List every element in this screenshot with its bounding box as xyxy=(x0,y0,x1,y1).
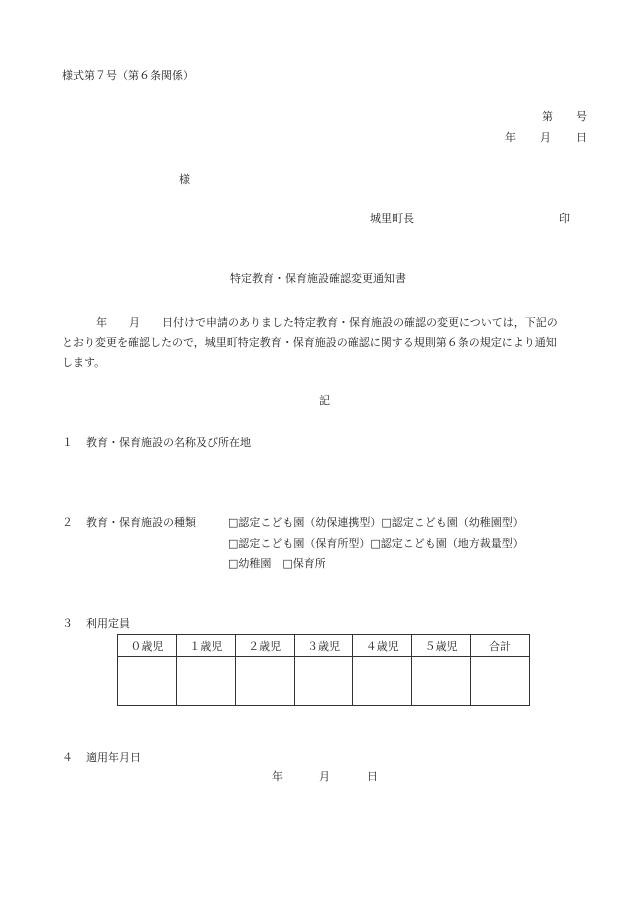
capacity-value-cell xyxy=(235,657,294,706)
section-3-number: ３ xyxy=(62,617,73,630)
issue-date-year: 年 xyxy=(505,131,516,144)
document-number-dai: 第 xyxy=(542,110,553,123)
capacity-value-cell xyxy=(353,657,412,706)
section-3-label: 利用定員 xyxy=(86,617,130,630)
capacity-value-cell xyxy=(471,657,530,706)
issue-date-day: 日 xyxy=(576,131,587,144)
capacity-value-cell xyxy=(412,657,471,706)
issuer-name: 城里町長 xyxy=(370,212,414,225)
capacity-header-cell: ２歳児 xyxy=(235,635,294,657)
effective-date-day: 日 xyxy=(367,770,378,783)
capacity-table xyxy=(117,634,530,706)
section-1-number: １ xyxy=(62,436,73,449)
capacity-table-header-row xyxy=(118,635,530,657)
capacity-header-cell: ４歳児 xyxy=(353,635,412,657)
section-2-label: 教育・保育施設の種類 xyxy=(86,516,196,529)
capacity-header-cell: 合計 xyxy=(471,635,530,657)
section-1-label: 教育・保育施設の名称及び所在地 xyxy=(86,436,251,449)
capacity-value-cell xyxy=(176,657,235,706)
facility-type-option-line-3: □幼稚園 □保育所 xyxy=(228,557,326,570)
document-number-go: 号 xyxy=(576,110,587,123)
ki-heading: 記 xyxy=(319,394,330,407)
body-paragraph xyxy=(62,313,590,373)
facility-type-option-line-2: □認定こども園（保育所型）□認定こども園（地方裁量型） xyxy=(228,537,524,550)
issue-date-month: 月 xyxy=(540,131,551,144)
section-2-number: ２ xyxy=(62,516,73,529)
effective-date-year: 年 xyxy=(272,770,283,783)
capacity-value-cell xyxy=(294,657,353,706)
capacity-header-cell: ３歳児 xyxy=(294,635,353,657)
issuer-seal: 印 xyxy=(559,212,570,225)
form-label: 様式第７号（第６条関係） xyxy=(62,69,194,82)
capacity-header-cell: １歳児 xyxy=(176,635,235,657)
capacity-value-cell xyxy=(118,657,177,706)
effective-date-month: 月 xyxy=(319,770,330,783)
body-line-2: とおり変更を確認したので，城里町特定教育・保育施設の確認に関する規則第６条の規定により通知 xyxy=(62,336,557,349)
capacity-header-cell: ５歳児 xyxy=(412,635,471,657)
facility-type-option-line-1: □認定こども園（幼保連携型）□認定こども園（幼稚園型） xyxy=(228,516,524,529)
capacity-table-value-row xyxy=(118,657,530,706)
section-4-label: 適用年月日 xyxy=(86,751,141,764)
body-line-1: 年 月 日付けで申請のありました特定教育・保育施設の確認の変更については，下記の xyxy=(96,316,558,329)
capacity-header-cell: ０歳児 xyxy=(118,635,177,657)
section-4-number: ４ xyxy=(62,751,73,764)
document-title: 特定教育・保育施設確認変更通知書 xyxy=(230,272,406,285)
body-line-3: します。 xyxy=(62,356,106,369)
addressee-honorific: 様 xyxy=(179,173,190,186)
